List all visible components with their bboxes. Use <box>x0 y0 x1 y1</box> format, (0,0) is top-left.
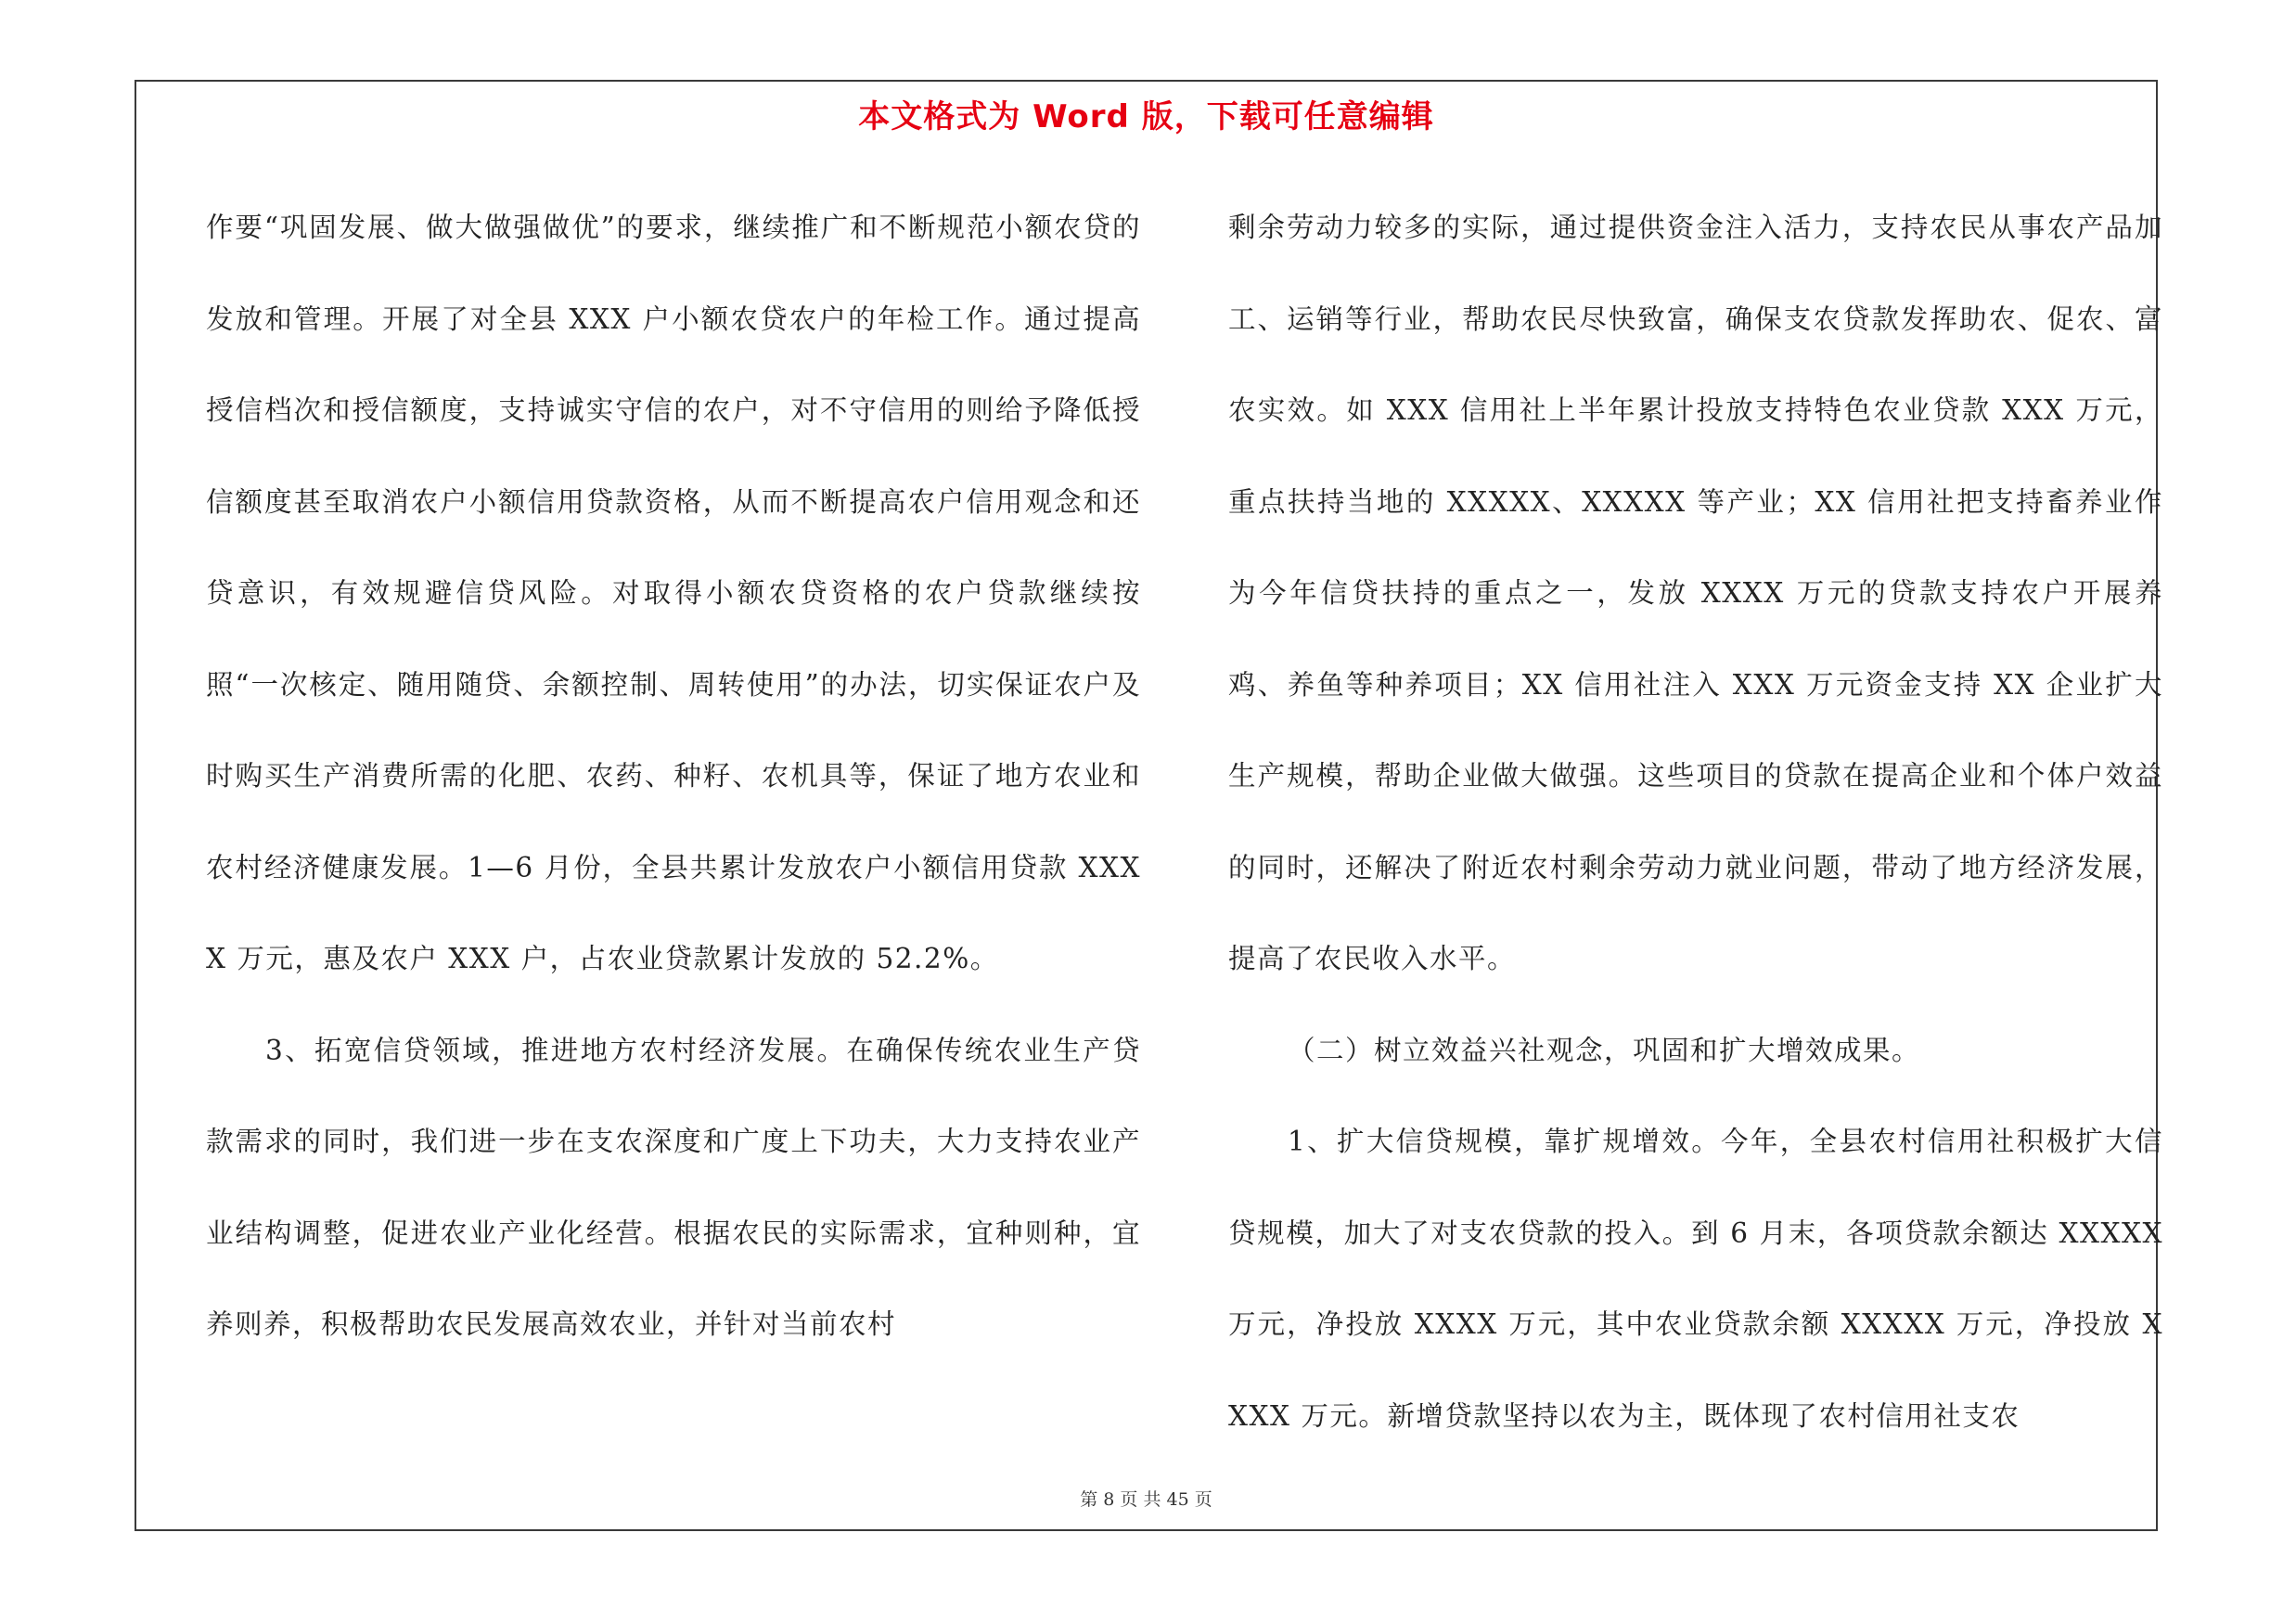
right-column <box>1228 182 2163 1462</box>
document-page <box>135 80 2163 1531</box>
paragraph: 作要“巩固发展、做大做强做优”的要求，继续推广和不断规范小额农贷的发放和管理。开展了对全县 XXX 户小额农贷农户的年检工作。通过提高授信档次和授信额度，支持诚实守信的农户，对不守信用的则给予降低授信额度甚至取消农户小额信用贷款资格，从而不断提高农户信用观念和还贷意识，有效规避信贷风险。对取得小额农贷资格的农户贷款继续按照“一次核定、随用随贷、余额控制、周转使用”的办法，切实保证农户及时购买生产消费所需的化肥、农药、种籽、农机具等，保证了地方农业和农村经济健康发展。1—6 月份，全县共累计发放农户小额信用贷款 XXXX 万元，惠及农户 XXX 户，占农业贷款累计发放的 52.2%。 <box>206 212 1141 974</box>
paragraph: 3、拓宽信贷领域，推进地方农村经济发展。在确保传统农业生产贷款需求的同时，我们进一步在支农深度和广度上下功夫，大力支持农业产业结构调整，促进农业产业化经营。根据农民的实际需求，宜种则种，宜养则养，积极帮助农民发展高效农业，并针对当前农村 <box>206 1034 1141 1340</box>
left-column <box>206 182 1141 1371</box>
paragraph: 剩余劳动力较多的实际，通过提供资金注入活力，支持农民从事农产品加工、运销等行业，帮助农民尽快致富，确保支农贷款发挥助农、促农、富农实效。如 XXX 信用社上半年累计投放支持特色农业贷款 XXX 万元，重点扶持当地的 XXXXX、XXXXX 等产业；XX 信用社把支持畜养业作为今年信贷扶持的重点之一，发放 XXXX 万元的贷款支持农户开展养鸡、养鱼等种养项目；XX 信用社注入 XXX 万元资金支持 XX 企业扩大生产规模，帮助企业做大做强。这些项目的贷款在提高企业和个体户效益的同时，还解决了附近农村剩余劳动力就业问题，带动了地方经济发展，提高了农民收入水平。 <box>1228 212 2163 974</box>
header-banner: 本文格式为 Word 版，下载可任意编辑 <box>858 98 1434 135</box>
paragraph: 1、扩大信贷规模，靠扩规增效。今年，全县农村信用社积极扩大信贷规模，加大了对支农贷款的投入。到 6 月末，各项贷款余额达 XXXXX 万元，净投放 XXXX 万元，其中农业贷款余额 XXXXX 万元，净投放 XXXX 万元。新增贷款坚持以农为主，既体现了农村信用社支农 <box>1228 1126 2163 1432</box>
section-heading: （二）树立效益兴社观念，巩固和扩大增效成果。 <box>1288 1034 1921 1066</box>
page-number-footer: 第 8 页 共 45 页 <box>1080 1489 1212 1510</box>
